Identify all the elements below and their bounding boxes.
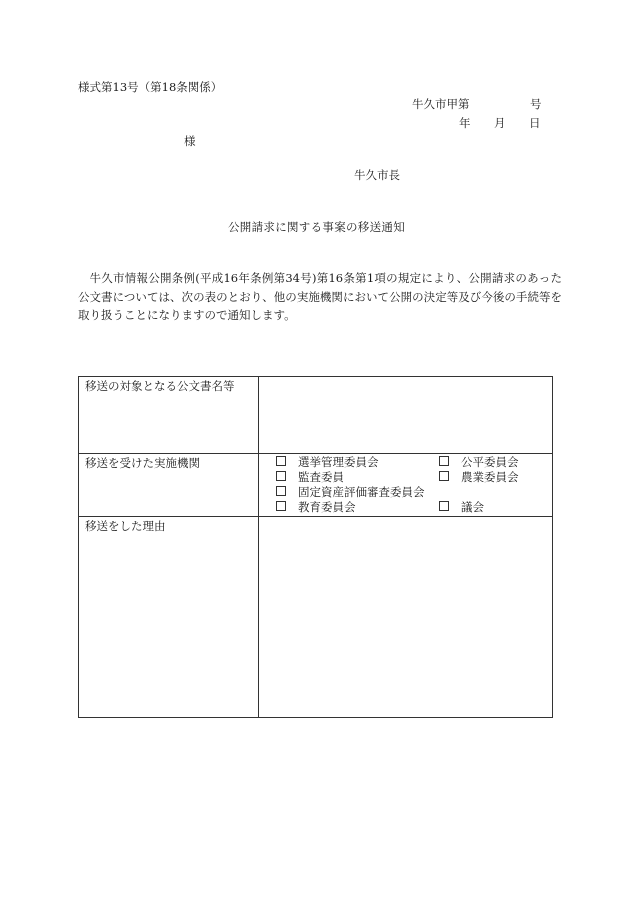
option-label: 議会	[461, 500, 484, 514]
checkbox[interactable]	[276, 471, 286, 481]
checkbox[interactable]	[276, 486, 286, 496]
option-label: 監査委員	[298, 470, 344, 484]
receiving-agency-label: 移送を受けた実施機関	[79, 454, 259, 517]
option-label: 選挙管理委員会	[298, 455, 379, 469]
transfer-reason-cell[interactable]	[259, 517, 553, 718]
option-audit-commissioner[interactable]	[276, 470, 344, 484]
addressee: 様	[184, 134, 196, 148]
date-year: 年	[459, 116, 471, 130]
agency-options	[259, 454, 552, 514]
table-row	[79, 517, 553, 718]
checkbox[interactable]	[276, 501, 286, 511]
checkbox[interactable]	[276, 456, 286, 466]
option-agriculture-committee[interactable]	[439, 470, 519, 484]
date-day: 日	[529, 116, 541, 130]
document-number-suffix: 号	[530, 97, 542, 111]
body-paragraph: 牛久市情報公開条例(平成16年条例第34号)第16条第1項の規定により、公開請求のあった公文書については、次の表のとおり、他の実施機関において公開の決定等及び今後の手続等を取り扱うことになりますので通知します。	[78, 271, 562, 322]
option-assembly[interactable]	[439, 500, 484, 514]
sender: 牛久市長	[354, 168, 400, 182]
checkbox[interactable]	[439, 501, 449, 511]
target-document-label: 移送の対象となる公文書名等	[79, 377, 259, 454]
document-number	[412, 97, 542, 111]
option-fixed-asset-committee[interactable]	[276, 485, 425, 499]
date-month: 月	[494, 116, 506, 130]
option-label: 農業委員会	[461, 470, 519, 484]
checkbox[interactable]	[439, 471, 449, 481]
option-label: 教育委員会	[298, 500, 356, 514]
checkbox[interactable]	[439, 456, 449, 466]
option-label: 固定資産評価審査委員会	[298, 485, 425, 499]
body-text	[78, 269, 562, 325]
option-education-committee[interactable]	[276, 500, 356, 514]
transfer-reason-label: 移送をした理由	[79, 517, 259, 718]
receiving-agency-cell	[259, 454, 553, 517]
target-document-cell[interactable]	[259, 377, 553, 454]
document-number-prefix: 牛久市甲第	[412, 97, 470, 111]
table-row	[79, 377, 553, 454]
option-fair-committee[interactable]	[439, 455, 519, 469]
document-title: 公開請求に関する事案の移送通知	[228, 220, 405, 234]
option-label: 公平委員会	[461, 455, 519, 469]
table-row	[79, 454, 553, 517]
transfer-table	[78, 376, 553, 718]
option-election-committee[interactable]	[276, 455, 379, 469]
form-number: 様式第13号（第18条関係）	[78, 80, 223, 94]
